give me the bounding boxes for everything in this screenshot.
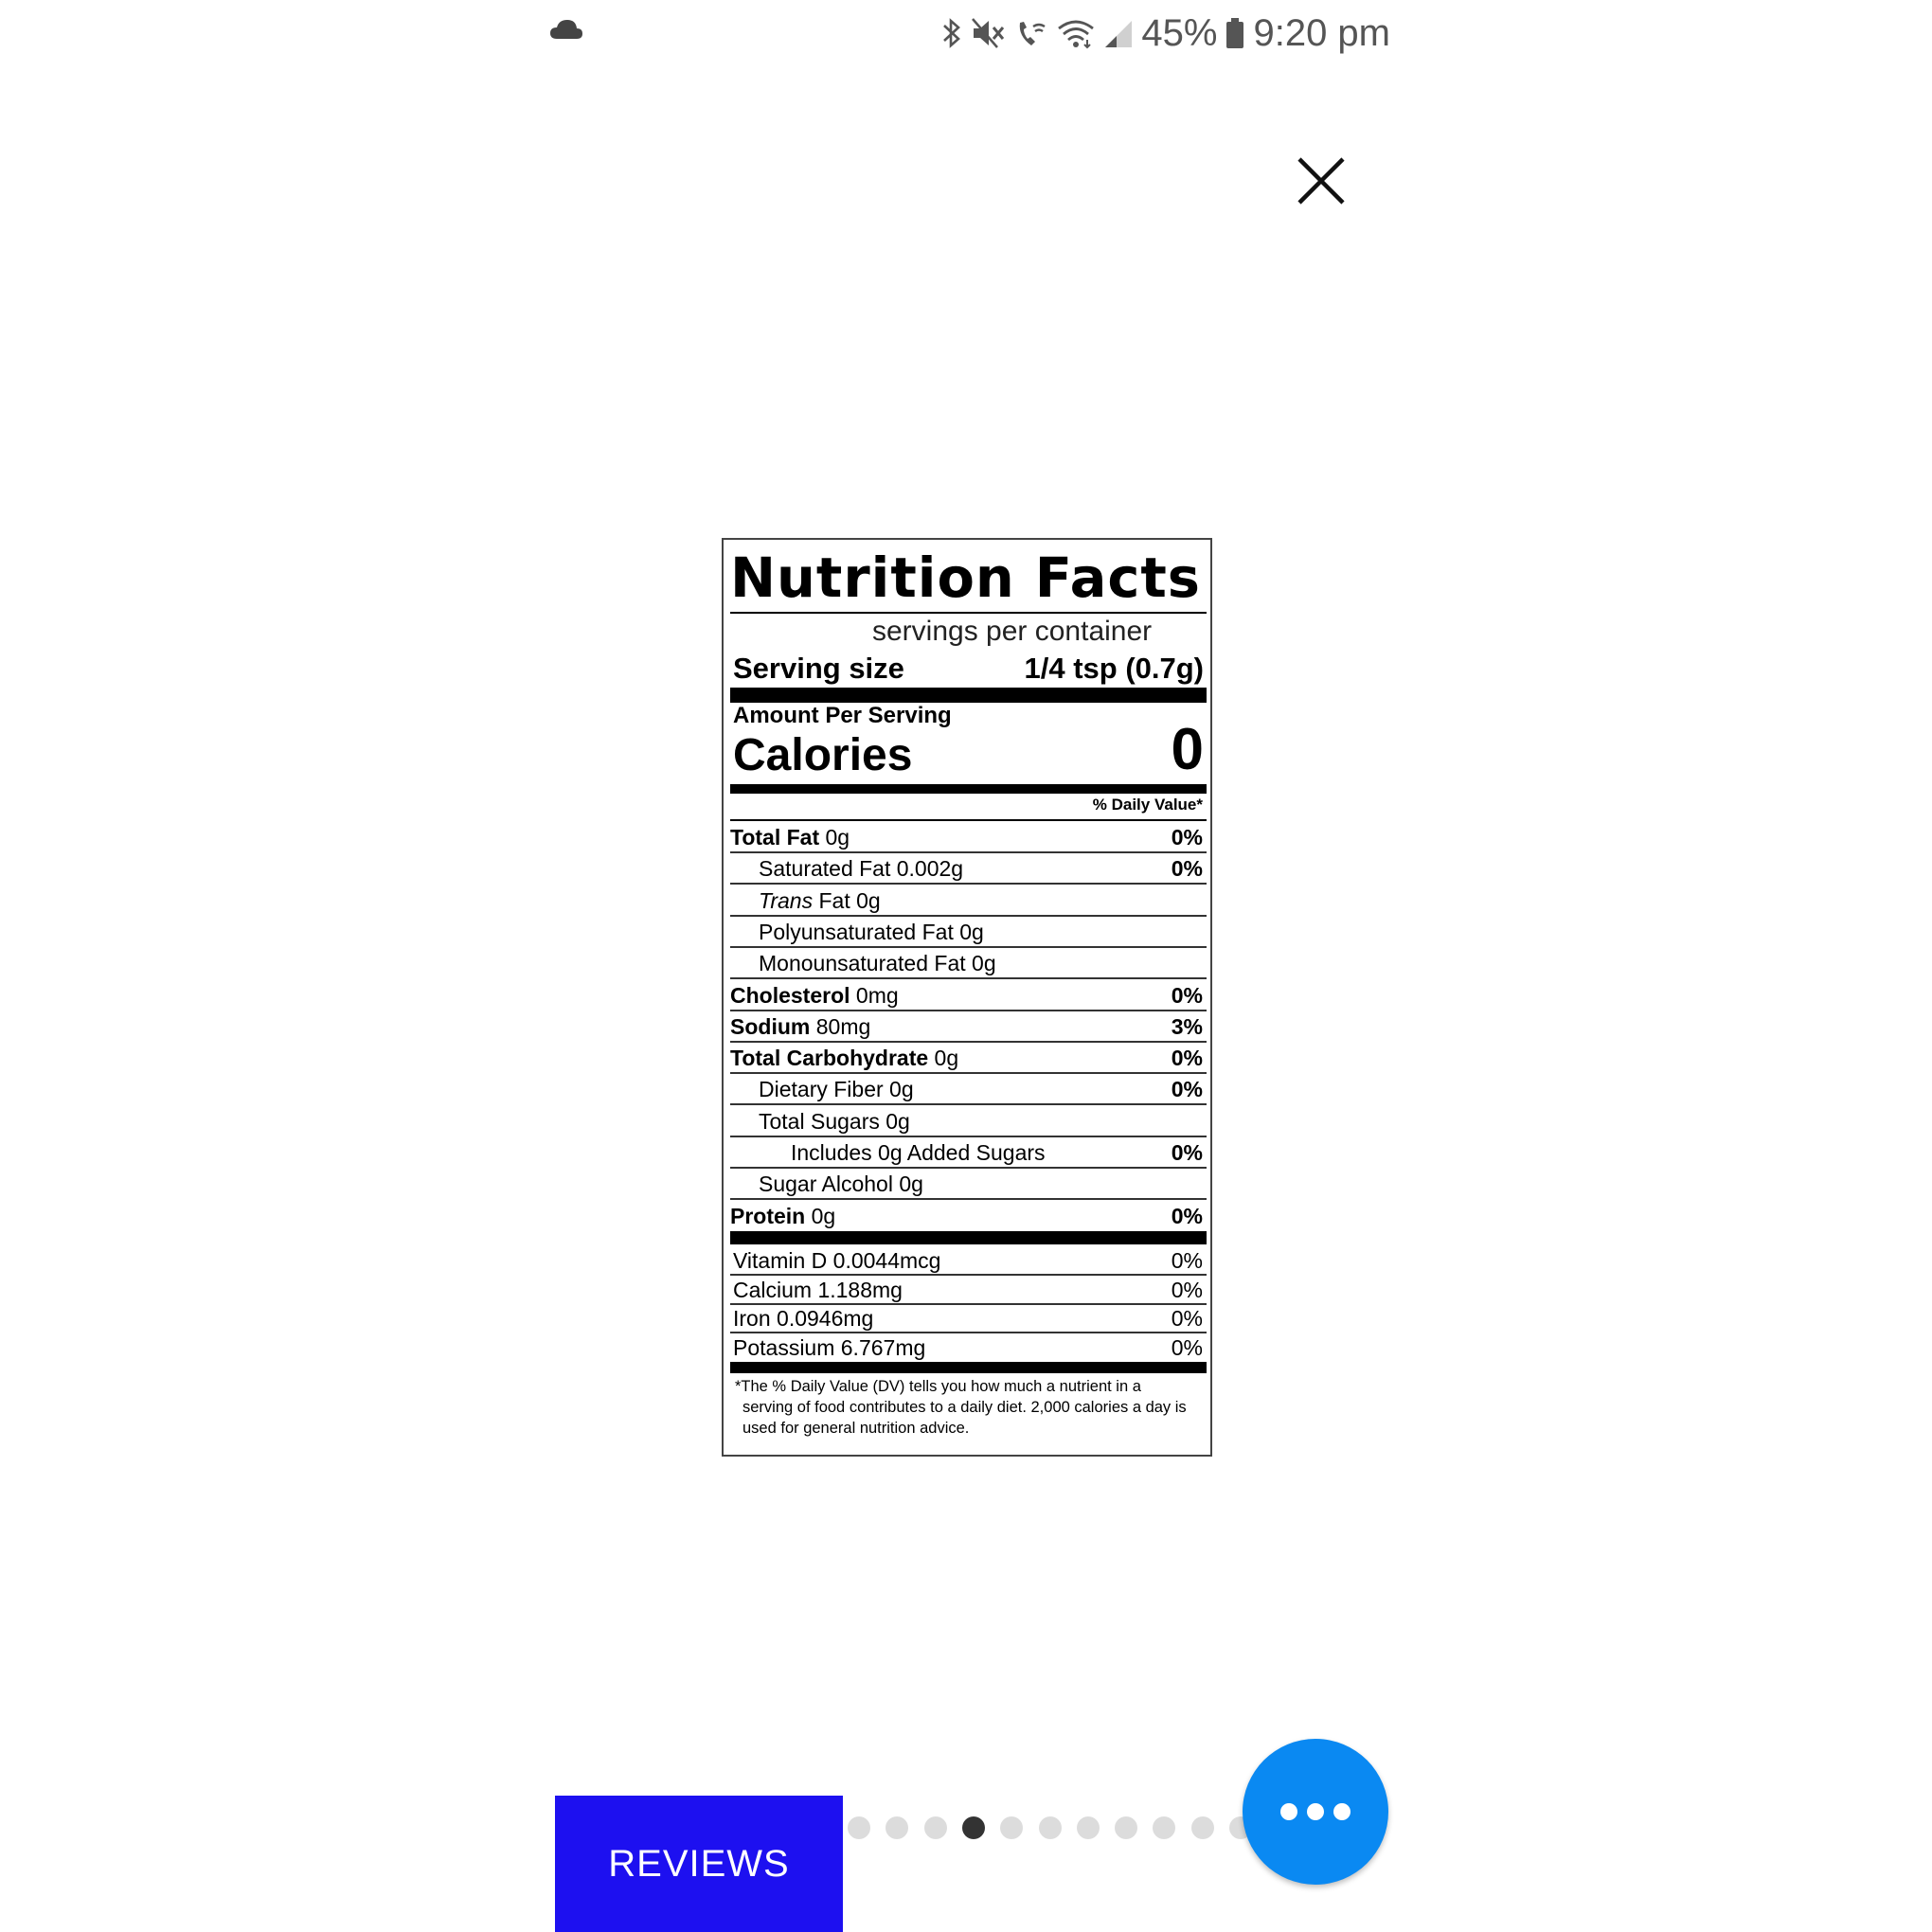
daily-value-header: % Daily Value* — [1092, 796, 1203, 814]
nutrient-row — [730, 1043, 1207, 1074]
signal-icon — [1103, 17, 1134, 49]
cloud-icon — [549, 19, 583, 44]
clock: 9:20 pm — [1253, 11, 1390, 54]
serving-size-label: Serving size — [733, 652, 904, 685]
vitamin-name: Calcium 1.188mg — [733, 1277, 903, 1302]
servings-per-container: servings per container — [872, 616, 1153, 647]
nutrient-row — [730, 1074, 1207, 1105]
wifi-calling-icon — [1014, 17, 1048, 49]
nutrient-daily-value: 3% — [1171, 1013, 1203, 1039]
nutrient-daily-value: 0% — [1171, 1077, 1203, 1102]
nutrient-row — [730, 822, 1207, 853]
vitamin-name: Potassium 6.767mg — [733, 1334, 926, 1360]
vitamin-row — [730, 1304, 1207, 1333]
pager-dot-active[interactable] — [962, 1816, 985, 1839]
nutrient-daily-value: 0% — [1171, 982, 1203, 1008]
amount-per-serving: Amount Per Serving — [733, 703, 952, 728]
more-options-button[interactable] — [1243, 1739, 1388, 1885]
nutrient-row — [730, 1011, 1207, 1043]
status-bar — [542, 0, 1390, 66]
vitamin-daily-value: 0% — [1171, 1248, 1203, 1273]
battery-level: 45% — [1141, 11, 1218, 54]
serving-size-value: 1/4 tsp (0.7g) — [1024, 652, 1204, 685]
image-pager-dots — [848, 1816, 1264, 1840]
vitamin-name: Vitamin D 0.0044mcg — [733, 1248, 941, 1273]
vitamin-daily-value: 0% — [1171, 1334, 1203, 1360]
nutrient-row — [730, 917, 1207, 948]
vitamin-row — [730, 1333, 1207, 1363]
nutrient-name: Dietary Fiber 0g — [759, 1077, 914, 1102]
nutrient-row — [730, 980, 1207, 1011]
pager-dot[interactable] — [924, 1816, 947, 1839]
nutrient-row — [730, 1169, 1207, 1200]
nutrient-daily-value: 0% — [1171, 825, 1203, 850]
close-button[interactable] — [1290, 150, 1352, 212]
pager-dot[interactable] — [1191, 1816, 1214, 1839]
more-dot — [1333, 1803, 1351, 1820]
vitamin-daily-value: 0% — [1171, 1277, 1203, 1302]
pager-dot[interactable] — [1039, 1816, 1062, 1839]
nutrient-row — [730, 1106, 1207, 1137]
pager-dot[interactable] — [848, 1816, 870, 1839]
more-dots-icon — [1280, 1803, 1297, 1820]
nutrition-title: Nutrition Facts — [730, 546, 1201, 610]
nutrient-name: Polyunsaturated Fat 0g — [759, 919, 984, 944]
nutrient-name: Includes 0g Added Sugars — [791, 1140, 1046, 1165]
vitamin-row — [730, 1276, 1207, 1305]
nutrient-name: Sodium 80mg — [730, 1013, 871, 1039]
nutrient-name: Monounsaturated Fat 0g — [759, 951, 996, 976]
nutrient-row — [730, 886, 1207, 917]
nutrient-daily-value: 0% — [1171, 856, 1203, 882]
reviews-button[interactable]: REVIEWS — [555, 1796, 843, 1932]
nutrient-name: Sugar Alcohol 0g — [759, 1172, 923, 1197]
close-icon — [1290, 150, 1352, 212]
pager-dot[interactable] — [1000, 1816, 1023, 1839]
nutrient-row — [730, 1201, 1207, 1232]
nutrient-name: Cholesterol 0mg — [730, 982, 899, 1008]
more-dot — [1307, 1803, 1324, 1820]
pager-dot[interactable] — [1153, 1816, 1175, 1839]
nutrient-name: Total Fat 0g — [730, 825, 850, 850]
bluetooth-icon — [940, 17, 963, 49]
nutrient-daily-value: 0% — [1171, 1046, 1203, 1071]
nutrient-daily-value: 0% — [1171, 1140, 1203, 1165]
battery-icon — [1225, 17, 1245, 49]
vitamin-name: Iron 0.0946mg — [733, 1306, 874, 1331]
screen — [542, 0, 1390, 1932]
pager-dot[interactable] — [1077, 1816, 1100, 1839]
nutrient-name: Total Carbohydrate 0g — [730, 1046, 959, 1071]
nutrient-row — [730, 1137, 1207, 1169]
pager-dot[interactable] — [1115, 1816, 1137, 1839]
mute-icon — [971, 17, 1007, 49]
nutrient-row — [730, 948, 1207, 979]
nutrient-name: Total Sugars 0g — [759, 1108, 910, 1134]
footnote: *The % Daily Value (DV) tells you how much a nutrient in a serving of food contributes to a daily diet. 2,000 calories a day is used for general nutrition advice. — [735, 1378, 1187, 1437]
status-icons — [940, 8, 1390, 59]
calories-label: Calories — [733, 730, 913, 780]
calories-value: 0 — [1171, 717, 1204, 782]
pager-dot[interactable] — [886, 1816, 908, 1839]
nutrient-name: Protein 0g — [730, 1203, 836, 1228]
vitamin-row — [730, 1246, 1207, 1276]
vitamin-daily-value: 0% — [1171, 1306, 1203, 1331]
nutrient-row — [730, 853, 1207, 885]
nutrient-daily-value: 0% — [1171, 1203, 1203, 1228]
wifi-icon — [1056, 17, 1096, 49]
nutrient-name: Trans Fat 0g — [759, 887, 881, 913]
nutrition-facts-image — [722, 538, 1212, 1457]
nutrient-name: Saturated Fat 0.002g — [759, 856, 964, 882]
